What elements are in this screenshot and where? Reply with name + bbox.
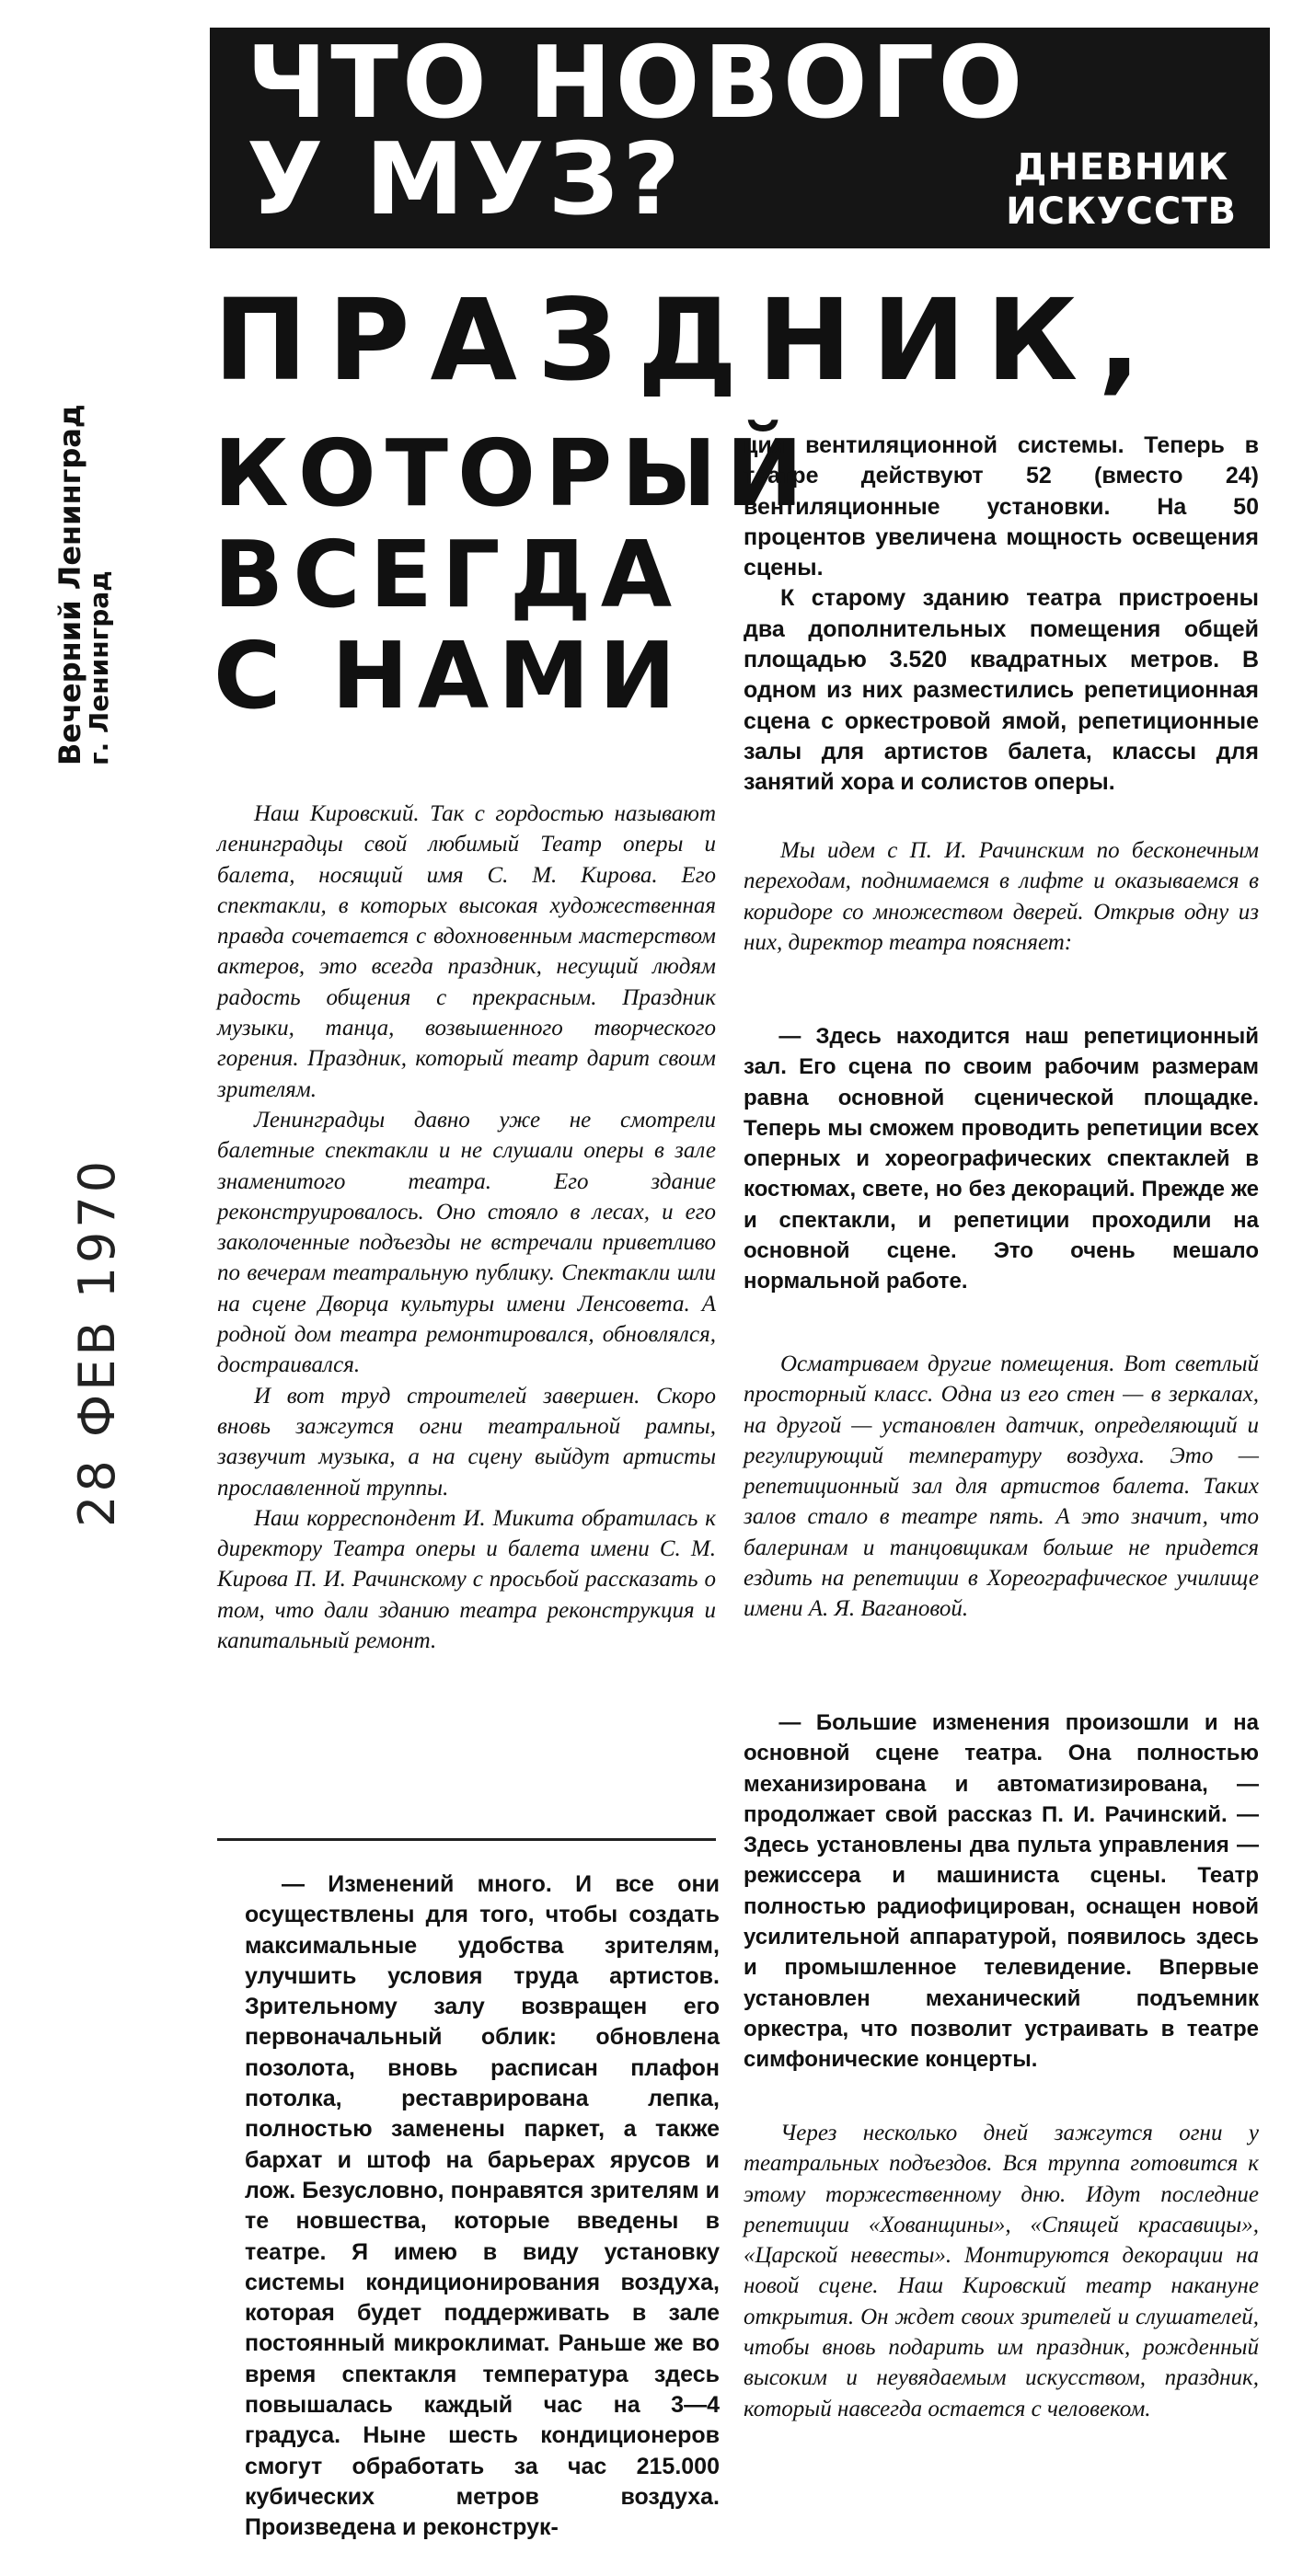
article-paragraph: ция вентиляционной системы. Теперь в театре действуют 52 (вместо 24) вентиляционные установки. На 50 процентов увеличена мощность освещения сцены. bbox=[744, 432, 1259, 581]
article-rehearsal-hall bbox=[744, 1021, 1259, 1334]
article-intro-column bbox=[217, 799, 716, 1801]
article-paragraph: И вот труд строителей завершен. Скоро вновь зажгутся огни театральной рампы, зазвучит музыка, а на сцену выйдут артисты прославленной труппы. bbox=[217, 1383, 716, 1501]
article-conclusion bbox=[744, 2118, 1259, 2550]
column-divider bbox=[217, 1838, 716, 1841]
newspaper-name: Вечерний Ленинград bbox=[52, 404, 87, 765]
article-main-stage bbox=[744, 1708, 1259, 2112]
article-paragraph: — Большие изменения произошли и на основной сцене театра. Она полностью механизирована и автоматизирована, — продолжает свой рассказ П. И. Рачинский. — Здесь установлены два пульта управления — режиссера и машиниста сцены. Театр полностью радиофицирован, оснащен новой усилительной аппаратурой, появилось здесь и промышленное телевидение. Впервые установлен механический подъемник оркестра, что позволит устраивать в театре симфонические концерты. bbox=[744, 1710, 1259, 2073]
newspaper-city: г. Ленинград bbox=[84, 570, 114, 765]
headline-main: ПРАЗДНИК, bbox=[213, 275, 1161, 406]
article-paragraph: К старому зданию театра пристроены два дополнительных помещения общей площадью 3.520 квадратных метров. В одном из них разместились репетиционная сцена с оркестровой ямой, репетиционные залы для артистов балета, классы для занятий хора и солистов оперы. bbox=[744, 585, 1259, 796]
headline-line: С НАМИ bbox=[213, 622, 686, 730]
article-paragraph: — Здесь находится наш репетиционный зал. Его сцена по своим рабочим размерам равна основной сценической площадке. Теперь мы сможем проводить репетиции всех оперных и хореографических спектаклей в костюмах, свете, но без декораций. Прежде же и спектакли, и репетиции проходили на основной сцене. Это очень мешало нормальной работе. bbox=[744, 1024, 1259, 1294]
date-stamp: 28 ФЕВ 1970 bbox=[68, 1156, 126, 1527]
article-paragraph: — Изменений много. И все они осуществлены для того, чтобы создать максимальные удобства зрителям, улучшить условия труда артистов. Зрительному залу возвращен его первоначальный облик: обновлена позолота, вновь расписан плафон потолка, реставрирована лепка, полностью заменены паркет, а также бархат и штоф на барьерах ярусов и лож. Безусловно, понравятся зрителям и те новшества, которые введены в театре. Я имею в виду установку системы кондиционирования воздуха, которая будет поддерживать в зале постоянный микроклимат. Раньше же во время спектакля температура здесь повышалась каждый час на 3—4 градуса. Ныне шесть кондиционеров смогут обработать за час 215.000 кубических метров воздуха. Произведена и реконструк- bbox=[245, 1871, 720, 2541]
article-paragraph: Ленинградцы давно уже не смотрели балетные спектакли и не слушали оперы в зале знаменитого театра. Его здание реконструировалось. Оно стояло в лесах, и его заколоченные подъезды не встречали приветливо по вечерам театральную публику. Спектакли шли на сцене Дворца культуры имени Ленсовета. А родной дом театра ремонтировался, обновлялся, достраивался. bbox=[217, 1107, 716, 1378]
article-paragraph: Осматриваем другие помещения. Вот светлый просторный класс. Одна из его стен — в зеркалах, на другой — установлен датчик, определяющий и регулирующий температуру воздуха. Это — репетиционный зал для артистов балета. Таких залов стало в театре пять. А это значит, что балеринам и танцовщикам больше не придется ездить на репетиции в Хореографическое училище имени А. Я. Вагановой. bbox=[744, 1351, 1259, 1622]
rubric-title-line: ЧТО НОВОГО bbox=[247, 28, 1027, 141]
article-ballet-class bbox=[744, 1349, 1259, 1708]
headline-line: КОТОРЫЙ bbox=[213, 420, 813, 527]
article-paragraph: Мы идем с П. И. Рачинским по бесконечным переходам, поднимаемся в лифте и оказываемся в коридоре со множеством дверей. Открыв одну из них, директор театра поясняет: bbox=[744, 838, 1259, 955]
article-right-column-top bbox=[744, 431, 1259, 817]
headline-line: ВСЕГДА bbox=[213, 521, 682, 628]
article-paragraph: Наш корреспондент И. Микита обратилась к директору Театра оперы и балета имени С. М. Кирова П. И. Рачинскому с просьбой рассказать о том, что дали зданию театра реконструкция и капитальный ремонт. bbox=[217, 1505, 716, 1654]
rubric-title bbox=[247, 28, 1027, 237]
article-paragraph: Через несколько дней зажгутся огни у театральных подъездов. Вся труппа готовится к этому торжественному дню. Идут последние репетиции «Хованщины», «Спящей красавицы», «Царской невесты». Монтируются декорации на новой сцене. Наш Кировский театр накануне открытия. Он ждет своих зрителей и слушателей, чтобы вновь подарить им праздник, рожденный высоким и неувядаемым искусством, праздник, который навсегда остается с человеком. bbox=[744, 2121, 1259, 2421]
series-label-line: ДНЕВНИК bbox=[1013, 146, 1229, 189]
rubric-banner bbox=[210, 28, 1270, 248]
series-label bbox=[1006, 145, 1237, 234]
article-paragraph: Наш Кировский. Так с гордостью называют ленинградцы свой любимый Театр оперы и балета, носящий имя С. М. Кирова. Его спектакли, в которых высокая художественная правда сочетается с вдохновенным мастерством актеров, это всегда праздник, несущий людям радость общения с прекрасным. Праздник музыки, танца, возвышенного творческого горения. Праздник, который театр дарит своим зрителям. bbox=[217, 801, 716, 1102]
series-label-line: ИСКУССТВ bbox=[1006, 190, 1237, 233]
rubric-title-line: У МУЗ? bbox=[247, 122, 684, 237]
article-interview-column bbox=[245, 1869, 720, 2550]
headline-sub bbox=[213, 420, 813, 730]
article-walkthrough bbox=[744, 835, 1259, 1019]
newspaper-source bbox=[52, 361, 114, 765]
